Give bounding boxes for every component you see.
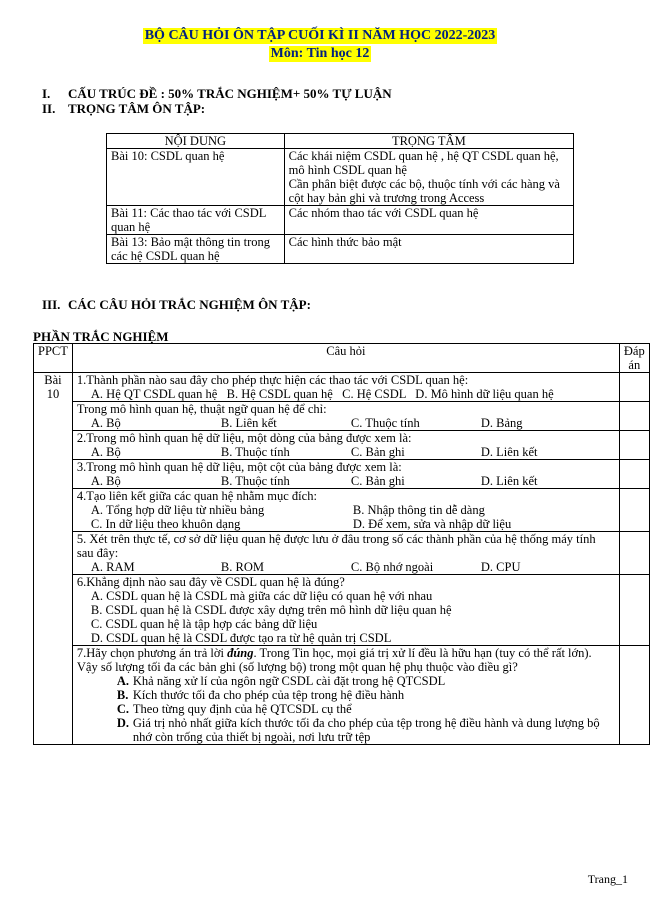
question-text: 3.Trong mô hình quan hệ dữ liệu, một cột của bảng được xem là: xyxy=(76,460,402,474)
question-text: 2.Trong mô hình quan hệ dữ liệu, một dòng của bảng được xem là: xyxy=(76,431,412,445)
focus-focus-cell: Các nhóm thao tác với CSDL quan hệ xyxy=(284,206,573,235)
question-options: A. Khả năng xử lí của ngôn ngữ CSDL cài đặt trong hệ QTCSDL B. Kích thước tối đa cho phép của tệp trong hệ điều hành C. Theo từng quy định của hệ QTCSDL cụ thể D. Giá trị nhỏ nhất giữa kích thước tối đa cho phép của tệp trong hệ điều hành và dung lượng bộ nhớ còn trống của thiết bị ngoài, nơi lưu trữ tệp xyxy=(116,674,600,744)
answer-cell[interactable] xyxy=(619,373,649,402)
answer-cell[interactable] xyxy=(619,460,649,489)
answer-cell[interactable] xyxy=(619,402,649,431)
question-text: 5. Xét trên thực tế, cơ sở dữ liệu quan hệ được lưu ở đâu trong số các thành phần của hệ thống máy tính sau đây: xyxy=(76,532,596,560)
table-row xyxy=(107,206,574,235)
answer-cell[interactable] xyxy=(619,489,649,532)
quiz-table xyxy=(33,343,650,745)
focus-content-cell: Bài 10: CSDL quan hệ xyxy=(107,149,285,206)
quiz-table-header xyxy=(34,344,650,373)
document-title: BỘ CÂU HỎI ÔN TẬP CUỐI KÌ II NĂM HỌC 2022-2023 xyxy=(144,28,496,43)
focus-header-content: NỘI DUNG xyxy=(107,134,285,149)
answer-cell[interactable] xyxy=(619,646,649,745)
focus-table xyxy=(106,133,574,264)
section-heading-2: II. TRỌNG TÂM ÔN TẬP: xyxy=(42,101,206,116)
section-heading-3: III. CÁC CÂU HỎI TRẮC NGHIỆM ÔN TẬP: xyxy=(42,297,311,312)
question-text: Trong mô hình quan hệ, thuật ngữ quan hệ để chỉ: xyxy=(76,402,327,416)
question-options: A. Tổng hợp dữ liệu từ nhiều bảng B. Nhập thông tin dễ dàng xyxy=(90,503,485,517)
question-options: C. In dữ liệu theo khuôn dạng D. Để xem, sửa và nhập dữ liệu xyxy=(90,517,512,531)
table-row xyxy=(34,575,650,646)
question-cell xyxy=(72,532,619,575)
question-options: A. Bộ B. Thuộc tính C. Bản ghi D. Liên kết xyxy=(90,474,538,488)
focus-header-focus: TRỌNG TÂM xyxy=(284,134,573,149)
answer-cell[interactable] xyxy=(619,431,649,460)
document-subtitle: Môn: Tin học 12 xyxy=(270,46,370,61)
question-text: 1.Thành phần nào sau đây cho phép thực hiện các thao tác với CSDL quan hệ: xyxy=(76,373,469,387)
question-cell xyxy=(72,402,619,431)
title-block xyxy=(0,28,640,62)
lesson-cell: Bài 10 xyxy=(34,373,73,745)
question-cell xyxy=(72,489,619,532)
question-options: A. Hệ QT CSDL quan hệ B. Hệ CSDL quan hệ C. Hệ CSDL D. Mô hình dữ liệu quan hệ xyxy=(90,387,554,401)
header-answer: Đáp án xyxy=(619,344,649,373)
answer-cell[interactable] xyxy=(619,532,649,575)
page-number: Trang_1 xyxy=(587,872,628,886)
answer-cell[interactable] xyxy=(619,575,649,646)
focus-table-header xyxy=(107,134,574,149)
quiz-section-label: PHẦN TRẮC NGHIỆM xyxy=(33,329,169,344)
question-text: 4.Tạo liên kết giữa các quan hệ nhằm mục đích: xyxy=(76,489,317,503)
table-row xyxy=(34,532,650,575)
table-row xyxy=(34,402,650,431)
question-cell xyxy=(72,431,619,460)
section-heading-1: I. CẤU TRÚC ĐỀ : 50% TRẮC NGHIỆM+ 50% TỰ LUẬN xyxy=(42,86,392,101)
table-row xyxy=(34,373,650,402)
header-question: Câu hỏi xyxy=(72,344,619,373)
focus-focus-cell: Các hình thức bảo mật xyxy=(284,235,573,264)
question-text: 6.Khẳng định nào sau đây về CSDL quan hệ là đúng? xyxy=(76,575,345,589)
header-ppct: PPCT xyxy=(34,344,73,373)
table-row xyxy=(107,149,574,206)
question-options: A. Bộ B. Liên kết C. Thuộc tính D. Bảng xyxy=(90,416,523,430)
table-row xyxy=(34,460,650,489)
table-row xyxy=(34,431,650,460)
focus-focus-cell: Các khái niệm CSDL quan hệ , hệ QT CSDL quan hệ, mô hình CSDL quan hệ Cần phân biệt được các bộ, thuộc tính với các hàng và cột hay bản ghi và trương trong Access xyxy=(284,149,573,206)
table-row xyxy=(34,646,650,745)
question-cell xyxy=(72,373,619,402)
question-options: A. RAM B. ROM C. Bộ nhớ ngoài D. CPU xyxy=(90,560,521,574)
table-row xyxy=(107,235,574,264)
question-options: A. CSDL quan hệ là CSDL mà giữa các dữ liệu có quan hệ với nhau B. CSDL quan hệ là CSDL được xây dựng trên mô hình dữ liệu quan hệ C. CSDL quan hệ là tập hợp các bảng dữ liệu D. CSDL quan hệ là CSDL được tạo ra từ hệ quản trị CSDL xyxy=(90,589,452,645)
question-cell xyxy=(72,575,619,646)
question-text: 7.Hãy chọn phương án trả lời đúng. Trong Tin học, mọi giá trị xử lí đều là hữu hạn (tuy có thể rất lớn). Vậy số lượng tối đa các bản ghi (số lượng bộ) trong một quan hệ phụ thuộc vào điều gì? xyxy=(76,646,592,674)
table-row xyxy=(34,489,650,532)
question-cell xyxy=(72,460,619,489)
focus-content-cell: Bài 11: Các thao tác với CSDL quan hệ xyxy=(107,206,285,235)
focus-content-cell: Bài 13: Bảo mật thông tin trong các hệ CSDL quan hệ xyxy=(107,235,285,264)
question-options: A. Bộ B. Thuộc tính C. Bản ghi D. Liên kết xyxy=(90,445,538,459)
question-cell xyxy=(72,646,619,745)
